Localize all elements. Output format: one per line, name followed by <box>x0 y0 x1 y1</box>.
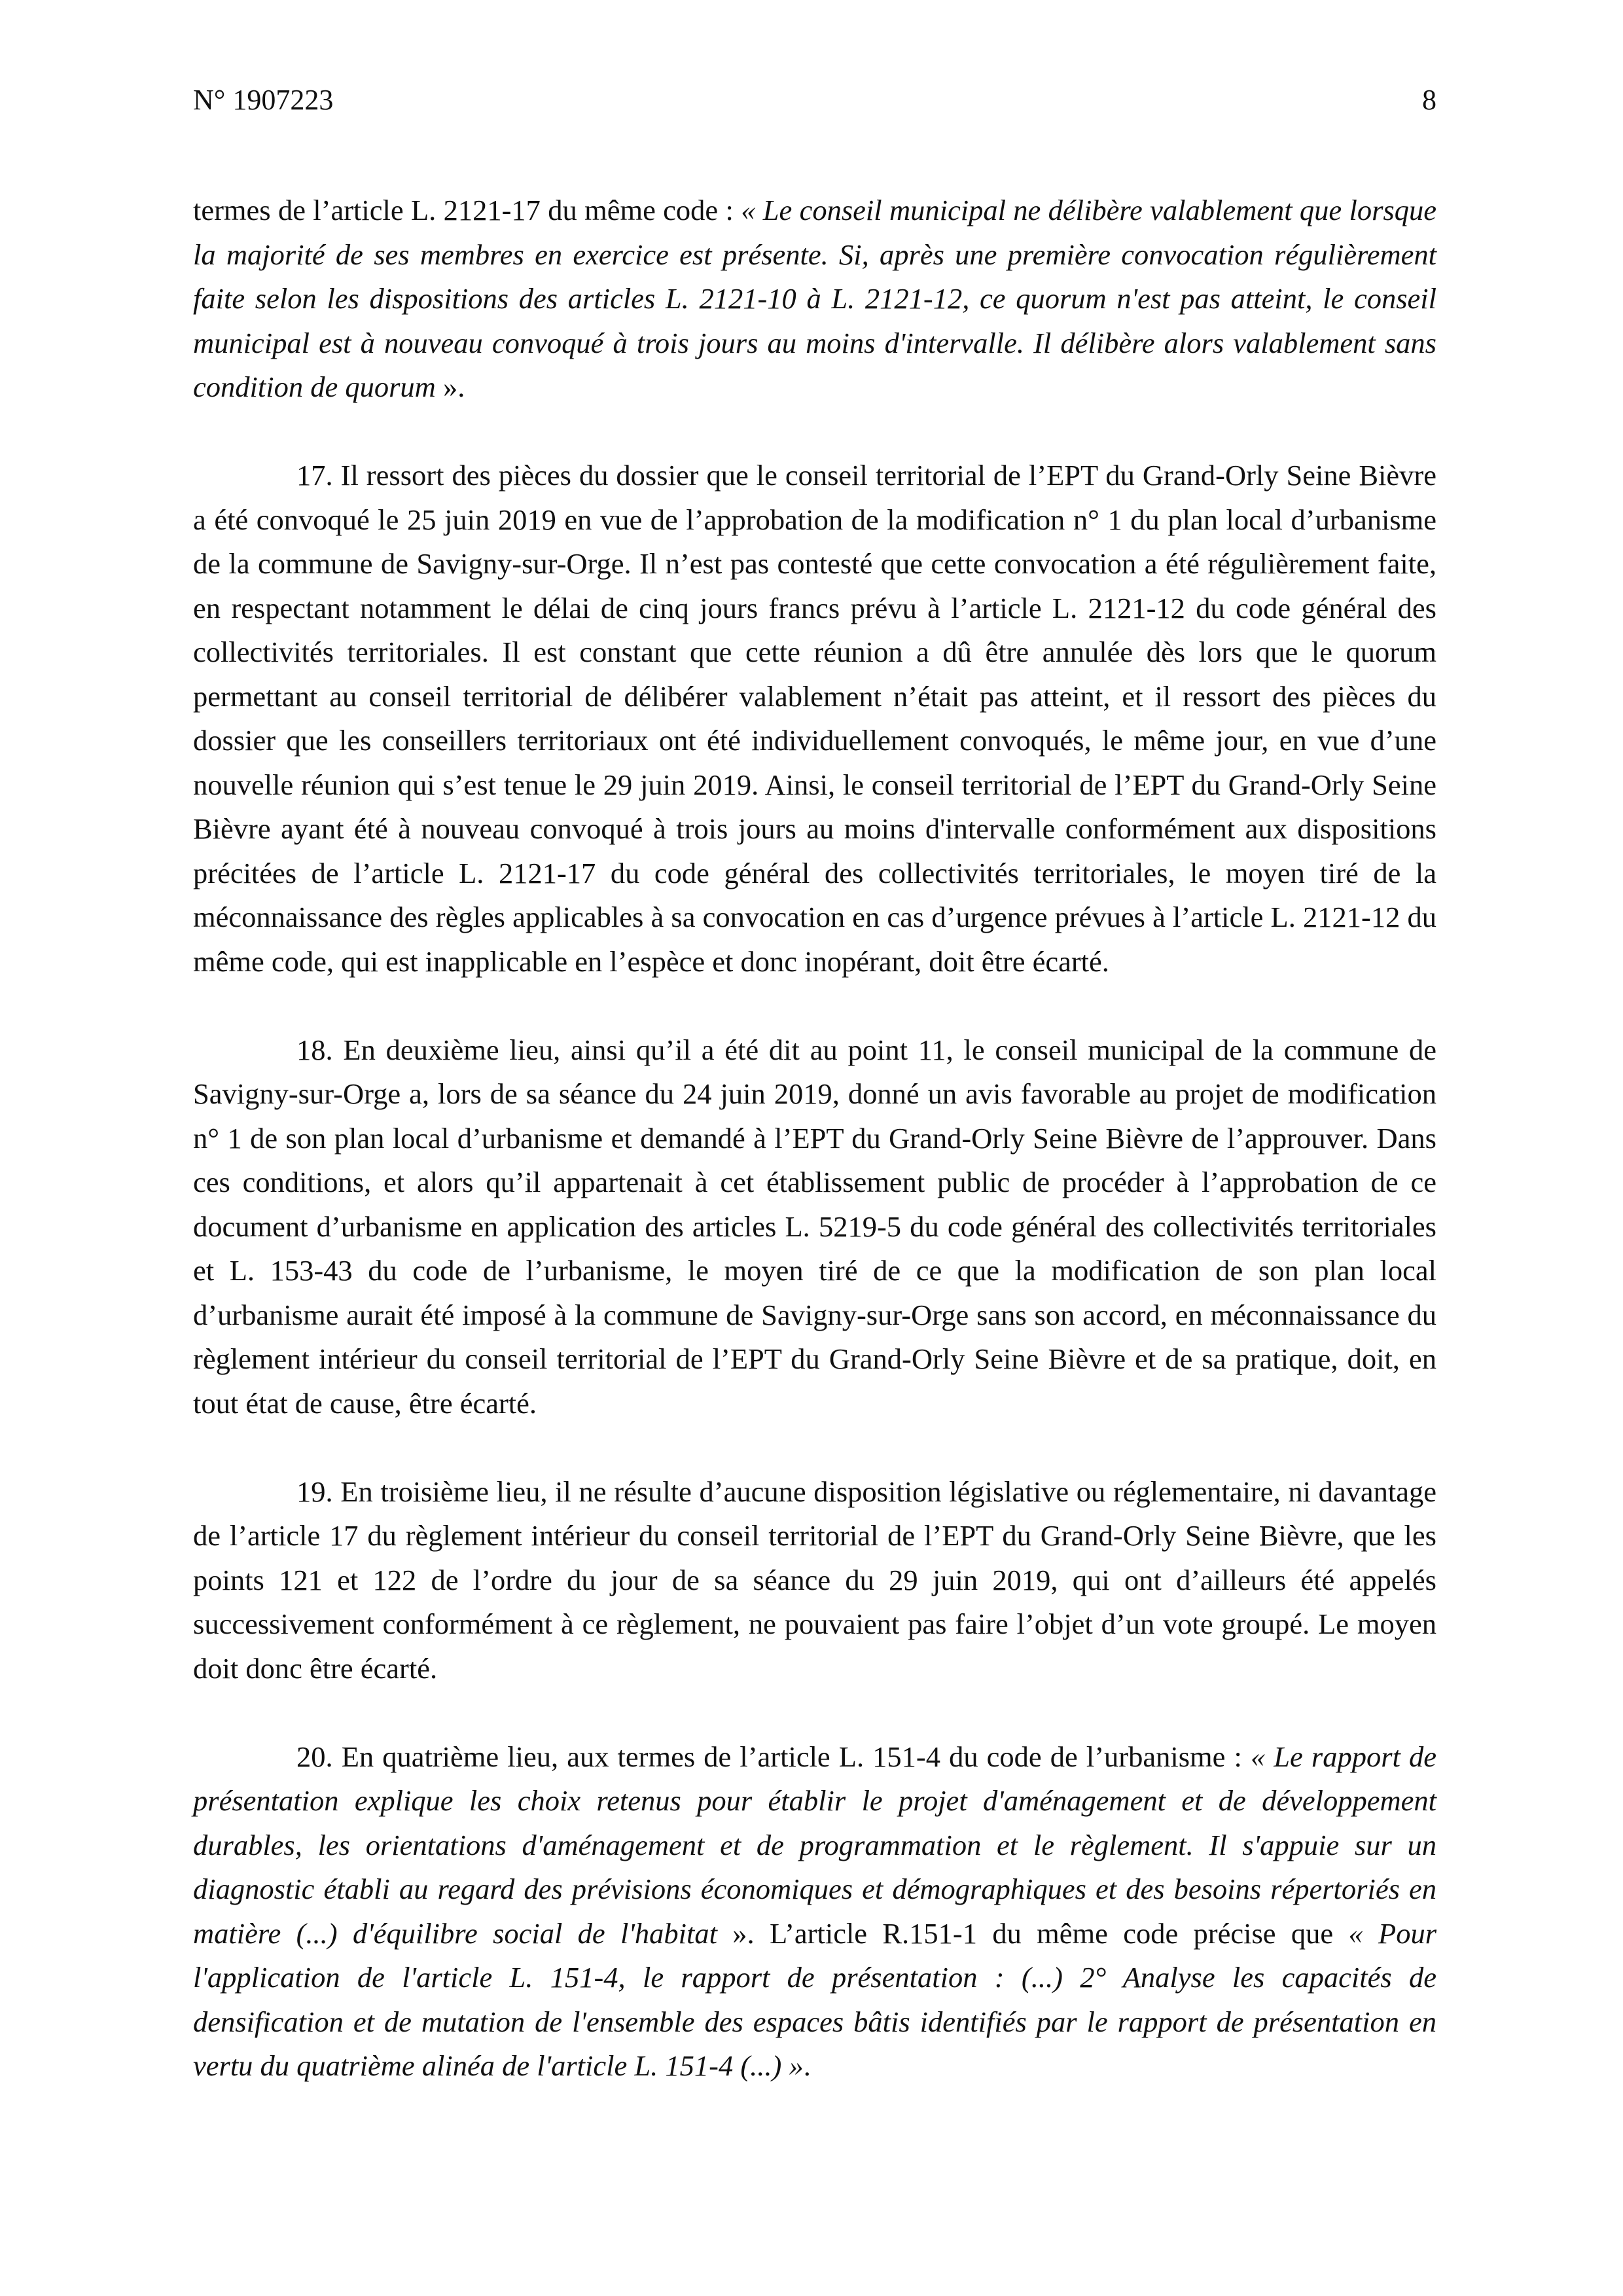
text-run: termes de l’article L. 2121-17 du même code : <box>193 194 741 226</box>
paragraph-16-continuation <box>193 188 1436 410</box>
text-run: 19. En troisième lieu, il ne résulte d’aucune disposition législative ou réglementaire, ni davantage de l’article 17 du règlement intérieur du conseil territorial de l’EPT du Grand-Orly Seine Bièvre, que les points 121 et 122 de l’ordre du jour de sa séance du 29 juin 2019, qui ont d’ailleurs été appelés successivement conformément à ce règlement, ne pouvaient pas faire l’objet d’un vote groupé. Le moyen doit donc être écarté. <box>193 1475 1436 1685</box>
text-run: 17. Il ressort des pièces du dossier que le conseil territorial de l’EPT du Grand-Orly Seine Bièvre a été convoqué le 25 juin 2019 en vue de l’approbation de la modification n° 1 du plan local d’urbanisme de la commune de Savigny-sur-Orge. Il n’est pas contesté que cette convocation a été régulièrement faite, en respectant notamment le délai de cinq jours francs prévu à l’article L. 2121-12 du code général des collectivités territoriales. Il est constant que cette réunion a dû être annulée dès lors que le quorum permettant au conseil territorial de délibérer valablement n’était pas atteint, et il ressort des pièces du dossier que les conseillers territoriaux ont été individuellement convoqués, le même jour, en vue d’une nouvelle réunion qui s’est tenue le 29 juin 2019. Ainsi, le conseil territorial de l’EPT du Grand-Orly Seine Bièvre ayant été à nouveau convoqué à trois jours au moins d'intervalle conformément aux dispositions précitées de l’article L. 2121-17 du code général des collectivités territoriales, le moyen tiré de la méconnaissance des règles applicables à sa convocation en cas d’urgence prévues à l’article L. 2121-12 du même code, qui est inapplicable en l’espèce et donc inopérant, doit être écarté. <box>193 459 1436 978</box>
paragraph-18 <box>193 1028 1436 1426</box>
text-run: 20. En quatrième lieu, aux termes de l’article L. 151-4 du code de l’urbanisme : <box>296 1740 1251 1773</box>
document-body <box>193 188 1436 2132</box>
page-number: 8 <box>1422 84 1436 116</box>
text-run: ». L’article R.151-1 du même code précise que <box>732 1916 1349 1950</box>
page-header <box>193 77 1436 123</box>
text-run: ». <box>442 370 465 403</box>
document-number: N° 1907223 <box>193 84 334 116</box>
paragraph-19 <box>193 1470 1436 1691</box>
text-run: 18. En deuxième lieu, ainsi qu’il a été dit au point 11, le conseil municipal de la commune de Savigny-sur-Orge a, lors de sa séance du 24 juin 2019, donné un avis favorable au projet de modification n° 1 de son plan local d’urbanisme et demandé à l’EPT du Grand-Orly Seine Bièvre de l’approuver. Dans ces conditions, et alors qu’il appartenait à cet établissement public de procéder à l’approbation de ce document d’urbanisme en application des articles L. 5219-5 du code général des collectivités territoriales et L. 153-43 du code de l’urbanisme, le moyen tiré de ce que la modification de son plan local d’urbanisme aurait été imposé à la commune de Savigny-sur-Orge sans son accord, en méconnaissance du règlement intérieur du conseil territorial de l’EPT du Grand-Orly Seine Bièvre et de sa pratique, doit, en tout état de cause, être écarté. <box>193 1033 1436 1420</box>
quotation: « Le conseil municipal ne délibère valablement que lorsque la majorité de ses membres en exercice est présente. Si, après une première convocation régulièrement faite selon les dispositions des articles L. 2121-10 à L. 2121-12, ce quorum n'est pas atteint, le conseil municipal est à nouveau convoqué à trois jours au moins d'intervalle. Il délibère alors valablement sans condition de quorum <box>193 194 1437 403</box>
paragraph-17 <box>193 454 1436 984</box>
quotation: « Pour l'application de l'article L. 151-4, le rapport de présentation : (...) 2° Analyse les capacités de densification et de mutation de l'ensemble des espaces bâtis identifiés par le rapport de présentation en vertu du quatrième alinéa de l'article L. 151-4 (...) » <box>193 1916 1437 2082</box>
quotation: « Le rapport de présentation explique les choix retenus pour établir le projet d'aménagement et de développement durables, les orientations d'aménagement et de programmation et le règlement. Il s'appuie sur un diagnostic établi au regard des prévisions économiques et démographiques et des besoins répertoriés en matière (...) d'équilibre social de l'habitat <box>193 1740 1436 1950</box>
text-run: . <box>803 2049 811 2082</box>
paragraph-20 <box>193 1735 1436 2089</box>
